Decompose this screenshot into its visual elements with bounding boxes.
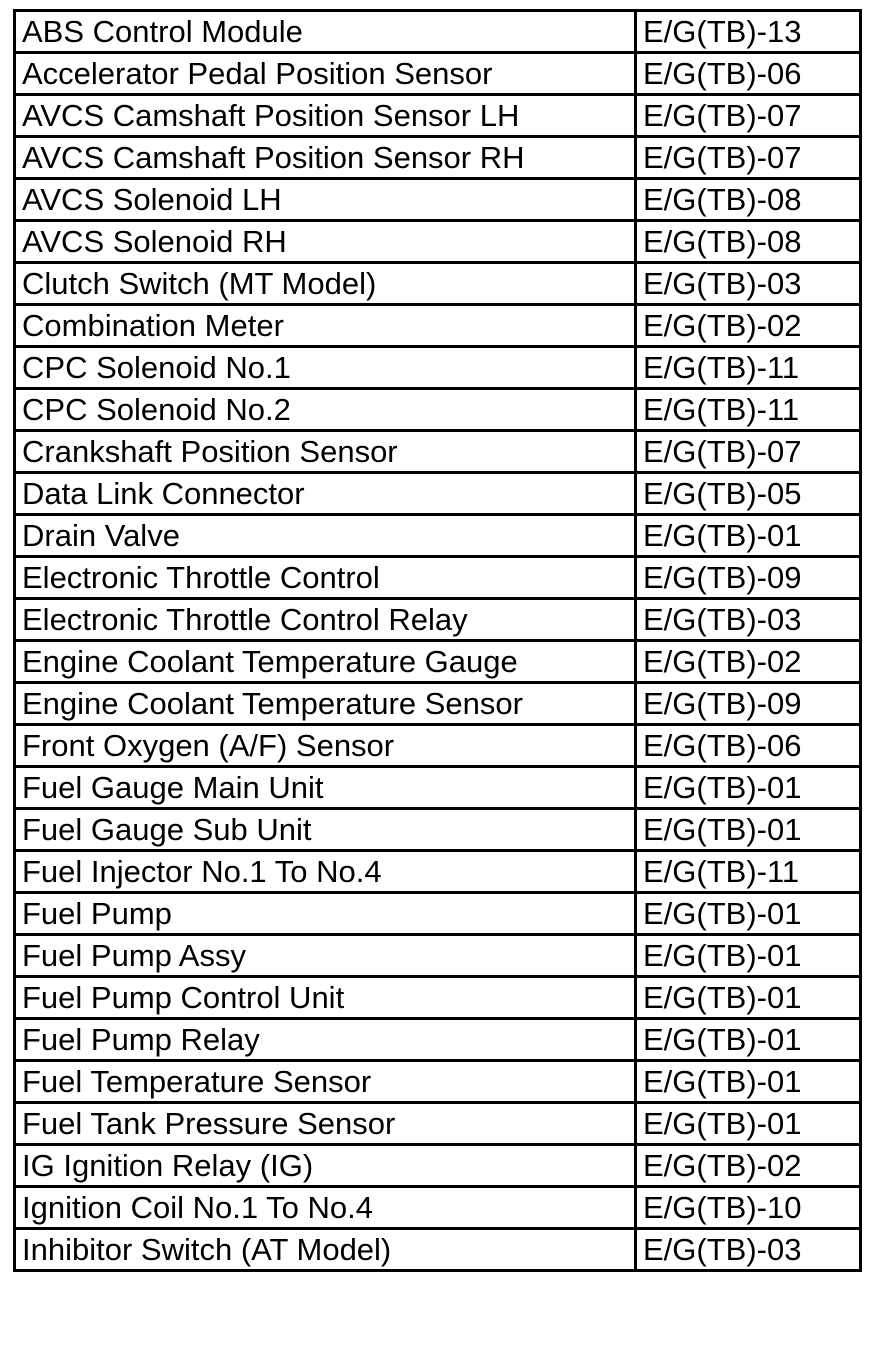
component-name-cell: Fuel Gauge Sub Unit [15,809,636,851]
component-name-cell: Fuel Pump [15,893,636,935]
table-row [15,305,861,347]
component-name-cell: Ignition Coil No.1 To No.4 [15,1187,636,1229]
table-row [15,263,861,305]
component-name-cell: Data Link Connector [15,473,636,515]
component-name-cell: Fuel Gauge Main Unit [15,767,636,809]
component-name-cell: ABS Control Module [15,11,636,53]
table-row [15,389,861,431]
table-row [15,431,861,473]
reference-code-cell: E/G(TB)-03 [636,599,861,641]
component-name-cell: Combination Meter [15,305,636,347]
table-row [15,683,861,725]
reference-code-cell: E/G(TB)-01 [636,1061,861,1103]
table-row [15,11,861,53]
table-row [15,137,861,179]
table-row [15,1145,861,1187]
table-row [15,347,861,389]
table-row [15,179,861,221]
component-name-cell: CPC Solenoid No.1 [15,347,636,389]
component-name-cell: Crankshaft Position Sensor [15,431,636,473]
reference-code-cell: E/G(TB)-07 [636,95,861,137]
component-name-cell: CPC Solenoid No.2 [15,389,636,431]
reference-code-cell: E/G(TB)-09 [636,683,861,725]
component-name-cell: IG Ignition Relay (IG) [15,1145,636,1187]
reference-code-cell: E/G(TB)-01 [636,809,861,851]
table-row [15,557,861,599]
component-name-cell: Fuel Temperature Sensor [15,1061,636,1103]
component-name-cell: Inhibitor Switch (AT Model) [15,1229,636,1271]
component-name-cell: Fuel Injector No.1 To No.4 [15,851,636,893]
component-name-cell: Drain Valve [15,515,636,557]
table-body [15,11,861,1271]
table-row [15,935,861,977]
reference-code-cell: E/G(TB)-01 [636,977,861,1019]
table-row [15,473,861,515]
component-name-cell: AVCS Solenoid RH [15,221,636,263]
component-name-cell: AVCS Camshaft Position Sensor RH [15,137,636,179]
reference-code-cell: E/G(TB)-13 [636,11,861,53]
table-row [15,725,861,767]
table-row [15,1103,861,1145]
table-row [15,1187,861,1229]
reference-code-cell: E/G(TB)-10 [636,1187,861,1229]
table-row [15,221,861,263]
reference-code-cell: E/G(TB)-07 [636,431,861,473]
reference-code-cell: E/G(TB)-08 [636,179,861,221]
table-row [15,1061,861,1103]
reference-code-cell: E/G(TB)-05 [636,473,861,515]
component-name-cell: Accelerator Pedal Position Sensor [15,53,636,95]
reference-code-cell: E/G(TB)-11 [636,347,861,389]
reference-code-cell: E/G(TB)-03 [636,1229,861,1271]
component-name-cell: AVCS Solenoid LH [15,179,636,221]
table-row [15,767,861,809]
component-name-cell: Front Oxygen (A/F) Sensor [15,725,636,767]
reference-code-cell: E/G(TB)-02 [636,1145,861,1187]
reference-code-cell: E/G(TB)-11 [636,389,861,431]
table-row [15,599,861,641]
component-index-table [13,9,862,1272]
reference-code-cell: E/G(TB)-01 [636,1103,861,1145]
reference-code-cell: E/G(TB)-08 [636,221,861,263]
table-row [15,95,861,137]
component-name-cell: Electronic Throttle Control [15,557,636,599]
table-row [15,977,861,1019]
table-row [15,809,861,851]
reference-code-cell: E/G(TB)-03 [636,263,861,305]
table-row [15,515,861,557]
reference-code-cell: E/G(TB)-07 [636,137,861,179]
component-name-cell: Fuel Tank Pressure Sensor [15,1103,636,1145]
reference-code-cell: E/G(TB)-01 [636,1019,861,1061]
table-row [15,53,861,95]
table-row [15,1019,861,1061]
reference-code-cell: E/G(TB)-06 [636,725,861,767]
reference-code-cell: E/G(TB)-11 [636,851,861,893]
reference-code-cell: E/G(TB)-01 [636,767,861,809]
component-name-cell: Engine Coolant Temperature Sensor [15,683,636,725]
reference-code-cell: E/G(TB)-01 [636,515,861,557]
table-row [15,851,861,893]
component-name-cell: AVCS Camshaft Position Sensor LH [15,95,636,137]
component-name-cell: Engine Coolant Temperature Gauge [15,641,636,683]
reference-code-cell: E/G(TB)-06 [636,53,861,95]
table-row [15,641,861,683]
component-name-cell: Fuel Pump Relay [15,1019,636,1061]
component-name-cell: Fuel Pump Control Unit [15,977,636,1019]
component-name-cell: Fuel Pump Assy [15,935,636,977]
table-row [15,1229,861,1271]
reference-code-cell: E/G(TB)-02 [636,305,861,347]
table-row [15,893,861,935]
reference-code-cell: E/G(TB)-01 [636,935,861,977]
reference-code-cell: E/G(TB)-09 [636,557,861,599]
component-name-cell: Clutch Switch (MT Model) [15,263,636,305]
component-name-cell: Electronic Throttle Control Relay [15,599,636,641]
reference-code-cell: E/G(TB)-01 [636,893,861,935]
reference-code-cell: E/G(TB)-02 [636,641,861,683]
